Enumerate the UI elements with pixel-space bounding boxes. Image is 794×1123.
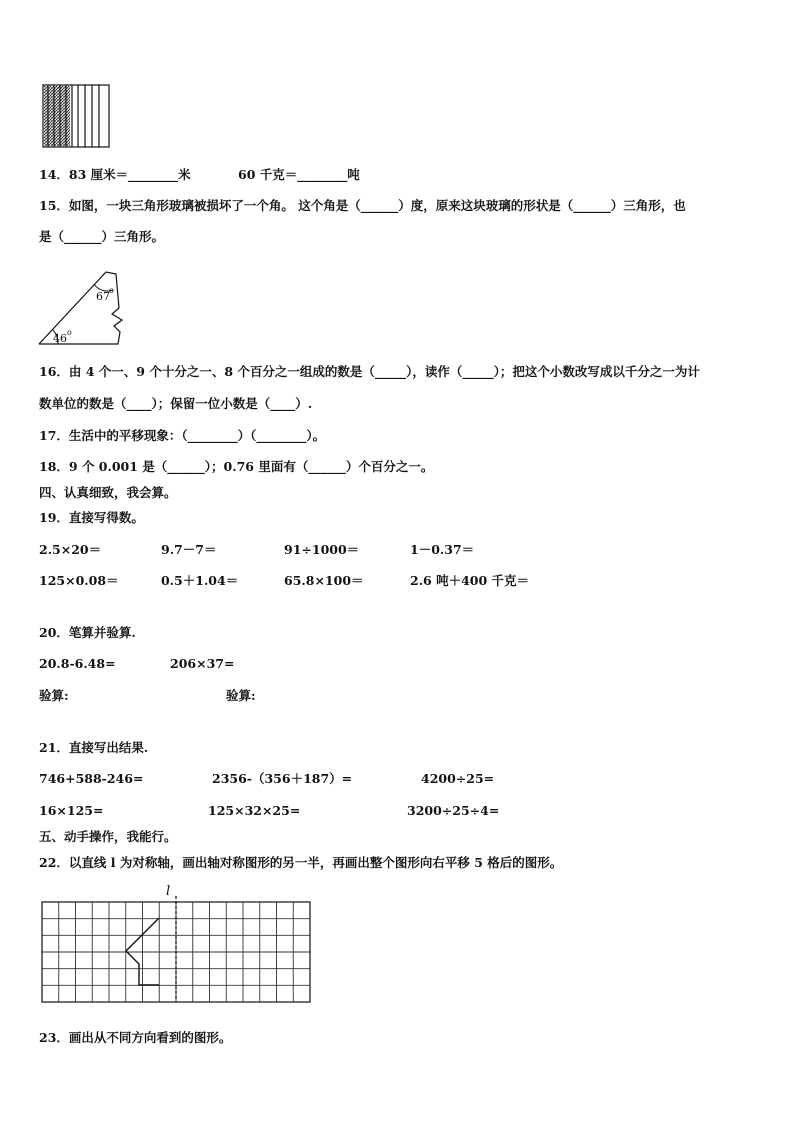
q21-item: 125×32×25= <box>208 803 301 818</box>
q14-part-a: 14．83 厘米＝________米 <box>39 167 191 182</box>
q19-item: 125×0.08＝ <box>39 573 119 588</box>
q19-item: 0.5＋1.04＝ <box>161 573 239 588</box>
q21-item: 16×125= <box>39 803 104 818</box>
q21-item: 2356-（356＋187）= <box>212 771 353 786</box>
q18-text: 18．9 个 0.001 是（______）；0.76 里面有（______）个百分之一。 <box>39 459 434 474</box>
q19-title: 19．直接写得数。 <box>39 510 144 525</box>
q20-check-2: 验算: <box>226 688 256 703</box>
degree-sign: o <box>109 286 114 295</box>
q20-title: 20．笔算并验算. <box>39 625 136 640</box>
q20-problem-1: 20.8-6.48= <box>39 656 116 671</box>
q19-item: 2.6 吨＋400 千克＝ <box>410 573 530 588</box>
q19-item: 2.5×20＝ <box>39 542 102 557</box>
q19-item: 91÷1000＝ <box>284 542 360 557</box>
q20-problem-2: 206×37= <box>170 656 235 671</box>
q14-part-b: 60 千克＝________吨 <box>238 167 360 182</box>
striped-rectangle-figure <box>40 82 112 150</box>
q21-item: 3200÷25÷4= <box>407 803 500 818</box>
angle-46-label: 46 <box>53 332 67 345</box>
q19-item: 9.7－7＝ <box>161 542 217 557</box>
q17-text: 17．生活中的平移现象：（________）（________）。 <box>39 428 326 443</box>
q15-line1: 15．如图，一块三角形玻璃被损坏了一个角。 这个角是（______）度，原来这块玻璃的形状是（______）三角形，也 <box>39 198 686 213</box>
q21-item: 746+588-246= <box>39 771 144 786</box>
q21-item: 4200÷25= <box>421 771 495 786</box>
section-4-heading: 四、认真细致，我会算。 <box>39 485 177 500</box>
q23-text: 23．画出从不同方向看到的图形。 <box>39 1030 232 1045</box>
q22-text: 22．以直线 l 为对称轴，画出轴对称图形的另一半，再画出整个图形向右平移 5 格后的图形。 <box>39 855 563 870</box>
degree-sign: o <box>67 328 72 337</box>
q19-item: 1－0.37＝ <box>410 542 475 557</box>
q20-check-1: 验算: <box>39 688 69 703</box>
q19-item: 65.8×100＝ <box>284 573 364 588</box>
q16-line1: 16．由 4 个一、9 个十分之一、8 个百分之一组成的数是（_____），读作（_____）；把这个小数改写成以千分之一为计 <box>39 364 700 379</box>
q21-title: 21．直接写出结果. <box>39 740 149 755</box>
angle-67-label: 67 <box>96 290 110 303</box>
section-5-heading: 五、动手操作，我能行。 <box>39 829 177 844</box>
q16-line2: 数单位的数是（____）；保留一位小数是（____）. <box>39 396 313 411</box>
q15-line2: 是（______）三角形。 <box>39 229 165 244</box>
symmetry-grid-figure <box>40 884 312 1004</box>
axis-label-l: l <box>166 884 171 899</box>
broken-triangle-figure <box>36 268 136 352</box>
